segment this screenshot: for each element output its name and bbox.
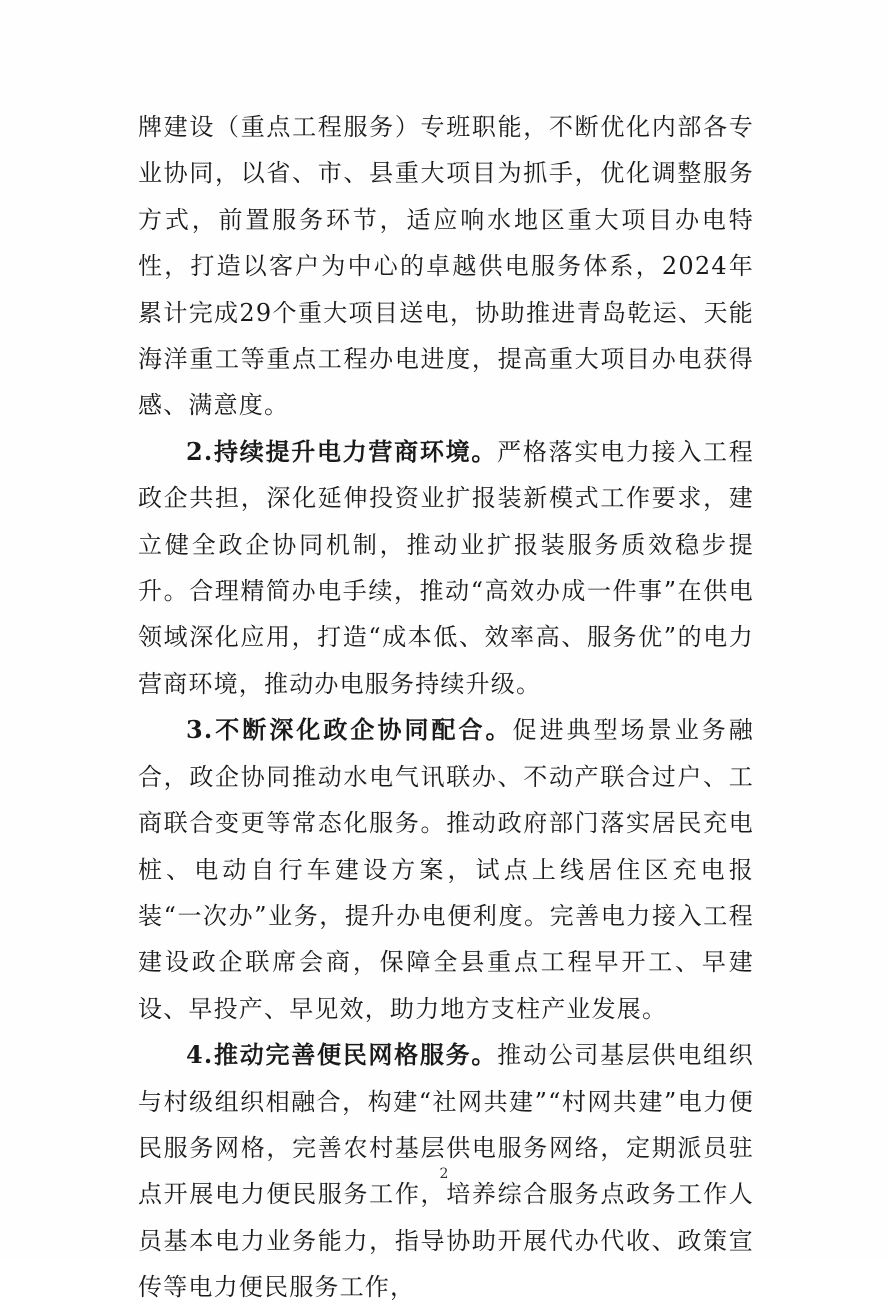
paragraph-4-heading: 4.推动完善便民网格服务。: [186, 1040, 498, 1070]
paragraph-3: [138, 707, 754, 1032]
paragraph-3-text: 促进典型场景业务融合，政企协同推动水电气讯联办、不动产联合过户、工商联合变更等常态化服务。推动政府部门落实居民充电桩、电动自行车建设方案，试点上线居住区充电报装“一次办”业务，提升办电便利度。完善电力接入工程建设政企联席会商，保障全县重点工程早开工、早建设、早投产、早见效，助力地方支柱产业发展。: [138, 716, 754, 1023]
paragraph-4-text: 推动公司基层供电组织与村级组织相融合，构建“社网共建”“村网共建”电力便民服务网格，完善农村基层供电服务网络，定期派员驻点开展电力便民服务工作，培养综合服务点政务工作人员基本电力业务能力，指导协助开展代办代收、政策宣传等电力便民服务工作，: [138, 1041, 755, 1302]
paragraph-3-heading: 3.不断深化政企协同配合。: [186, 715, 513, 745]
page-number: 2: [439, 1166, 449, 1182]
paragraph-2-heading: 2.持续提升电力营商环境。: [186, 436, 498, 466]
document-body: [138, 104, 754, 1311]
paragraph-2-text: 严格落实电力接入工程政企共担，深化延伸投资业扩报装新模式工作要求，建立健全政企协同机制，推动业扩报装服务质效稳步提升。合理精简办电手续，推动“高效办成一件事”在供电领域深化应用，打造“成本低、效率高、服务优”的电力营商环境，推动办电服务持续升级。: [138, 437, 755, 698]
paragraph-2: [138, 429, 754, 707]
paragraph-1-text: 牌建设（重点工程服务）专班职能，不断优化内部各专业协同，以省、市、县重大项目为抓手，优化调整服务方式，前置服务环节，适应响水地区重大项目办电特性，打造以客户为中心的卓越供电服务体系，2024年累计完成29个重大项目送电，协助推进青岛乾运、天能海洋重工等重点工程办电进度，提高重大项目办电获得感、满意度。: [138, 113, 754, 420]
paragraph-1: [138, 104, 754, 429]
